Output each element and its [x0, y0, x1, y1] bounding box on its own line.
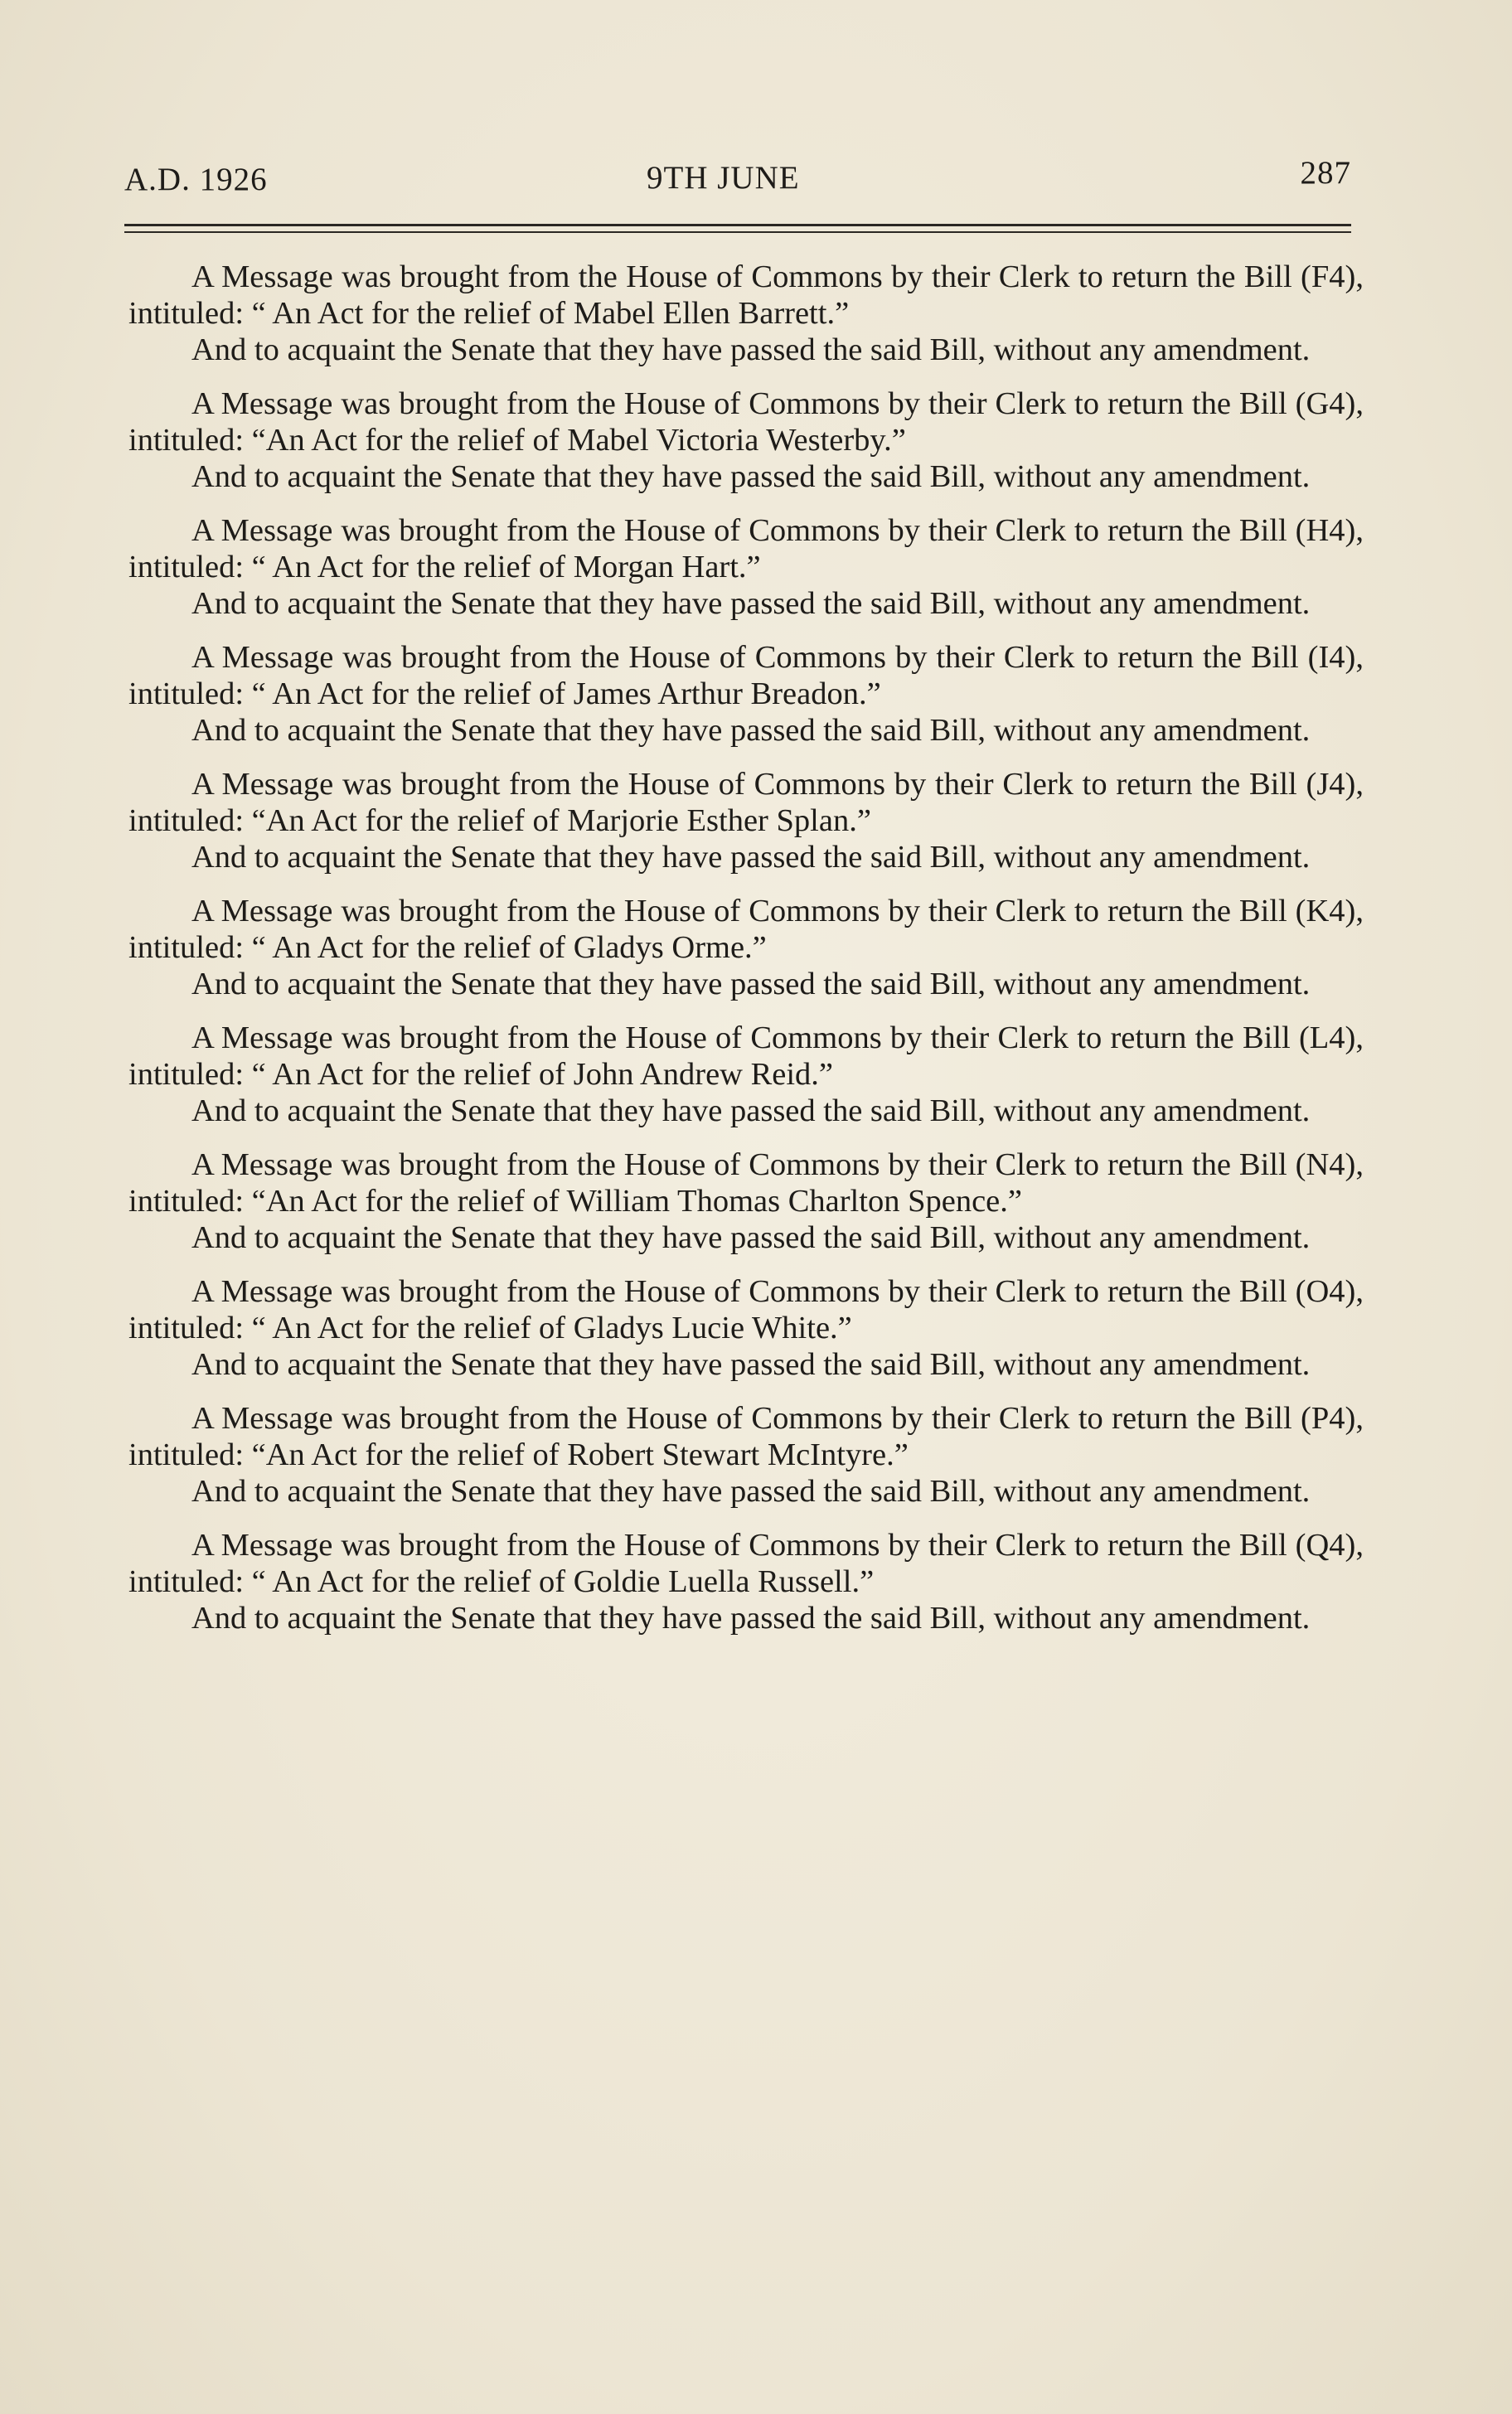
message-paragraph: A Message was brought from the House of Commons by their Clerk to return the Bill (G4), intituled: “An Act for the relief of Mabel Victoria Westerby.” [128, 386, 1364, 458]
acquaint-paragraph: And to acquaint the Senate that they have passed the said Bill, without any amendment. [191, 586, 1311, 621]
acquaint-paragraph: And to acquaint the Senate that they have passed the said Bill, without any amendment. [191, 1093, 1311, 1128]
acquaint-paragraph: And to acquaint the Senate that they have passed the said Bill, without any amendment. [191, 713, 1311, 748]
message-paragraph: A Message was brought from the House of Commons by their Clerk to return the Bill (F4), intituled: “ An Act for the relief of Mabel Ellen Barrett.” [128, 259, 1364, 331]
acquaint-paragraph: And to acquaint the Senate that they have passed the said Bill, without any amendment. [191, 840, 1311, 875]
message-paragraph: A Message was brought from the House of Commons by their Clerk to return the Bill (H4), intituled: “ An Act for the relief of Morgan Hart.” [128, 513, 1364, 584]
entry-k4 [128, 893, 1364, 1002]
entry-j4 [128, 766, 1364, 875]
acquaint-paragraph: And to acquaint the Senate that they have passed the said Bill, without any amendment. [191, 1220, 1311, 1255]
header-year: A.D. 1926 [124, 162, 268, 197]
entry-p4 [128, 1400, 1364, 1510]
header-rule-bottom [124, 231, 1351, 233]
entry-f4 [128, 259, 1364, 368]
page-number: 287 [1300, 155, 1351, 191]
entry-g4 [128, 385, 1364, 495]
entry-n4 [128, 1146, 1364, 1256]
entry-l4 [128, 1020, 1364, 1129]
acquaint-paragraph: And to acquaint the Senate that they have passed the said Bill, without any amendment. [191, 1474, 1311, 1509]
message-paragraph: A Message was brought from the House of Commons by their Clerk to return the Bill (I4), intituled: “ An Act for the relief of James Arthur Breadon.” [128, 640, 1364, 711]
acquaint-paragraph: And to acquaint the Senate that they have passed the said Bill, without any amendment. [191, 332, 1311, 367]
message-paragraph: A Message was brought from the House of Commons by their Clerk to return the Bill (Q4), intituled: “ An Act for the relief of Goldie Luella Russell.” [128, 1528, 1364, 1599]
message-paragraph: A Message was brought from the House of Commons by their Clerk to return the Bill (P4), intituled: “An Act for the relief of Robert Stewart McIntyre.” [128, 1401, 1364, 1472]
message-paragraph: A Message was brought from the House of Commons by their Clerk to return the Bill (K4), intituled: “ An Act for the relief of Gladys Orme.” [128, 894, 1364, 965]
entry-o4 [128, 1273, 1364, 1383]
entry-h4 [128, 512, 1364, 622]
message-paragraph: A Message was brought from the House of Commons by their Clerk to return the Bill (L4), intituled: “ An Act for the relief of John Andrew Reid.” [128, 1020, 1364, 1092]
journal-body [128, 259, 1364, 1654]
page-header [124, 154, 1351, 204]
message-paragraph: A Message was brought from the House of Commons by their Clerk to return the Bill (J4), intituled: “An Act for the relief of Marjorie Esther Splan.” [128, 767, 1364, 838]
entry-i4 [128, 639, 1364, 749]
acquaint-paragraph: And to acquaint the Senate that they have passed the said Bill, without any amendment. [191, 1601, 1311, 1636]
acquaint-paragraph: And to acquaint the Senate that they have passed the said Bill, without any amendment. [191, 1347, 1311, 1382]
entry-q4 [128, 1527, 1364, 1636]
header-date: 9TH JUNE [647, 160, 800, 196]
acquaint-paragraph: And to acquaint the Senate that they have passed the said Bill, without any amendment. [191, 459, 1311, 494]
acquaint-paragraph: And to acquaint the Senate that they have passed the said Bill, without any amendment. [191, 967, 1311, 1001]
message-paragraph: A Message was brought from the House of Commons by their Clerk to return the Bill (O4), intituled: “ An Act for the relief of Gladys Lucie White.” [128, 1274, 1364, 1345]
header-rule-top [124, 224, 1351, 226]
message-paragraph: A Message was brought from the House of Commons by their Clerk to return the Bill (N4), intituled: “An Act for the relief of William Thomas Charlton Spence.” [128, 1147, 1364, 1219]
